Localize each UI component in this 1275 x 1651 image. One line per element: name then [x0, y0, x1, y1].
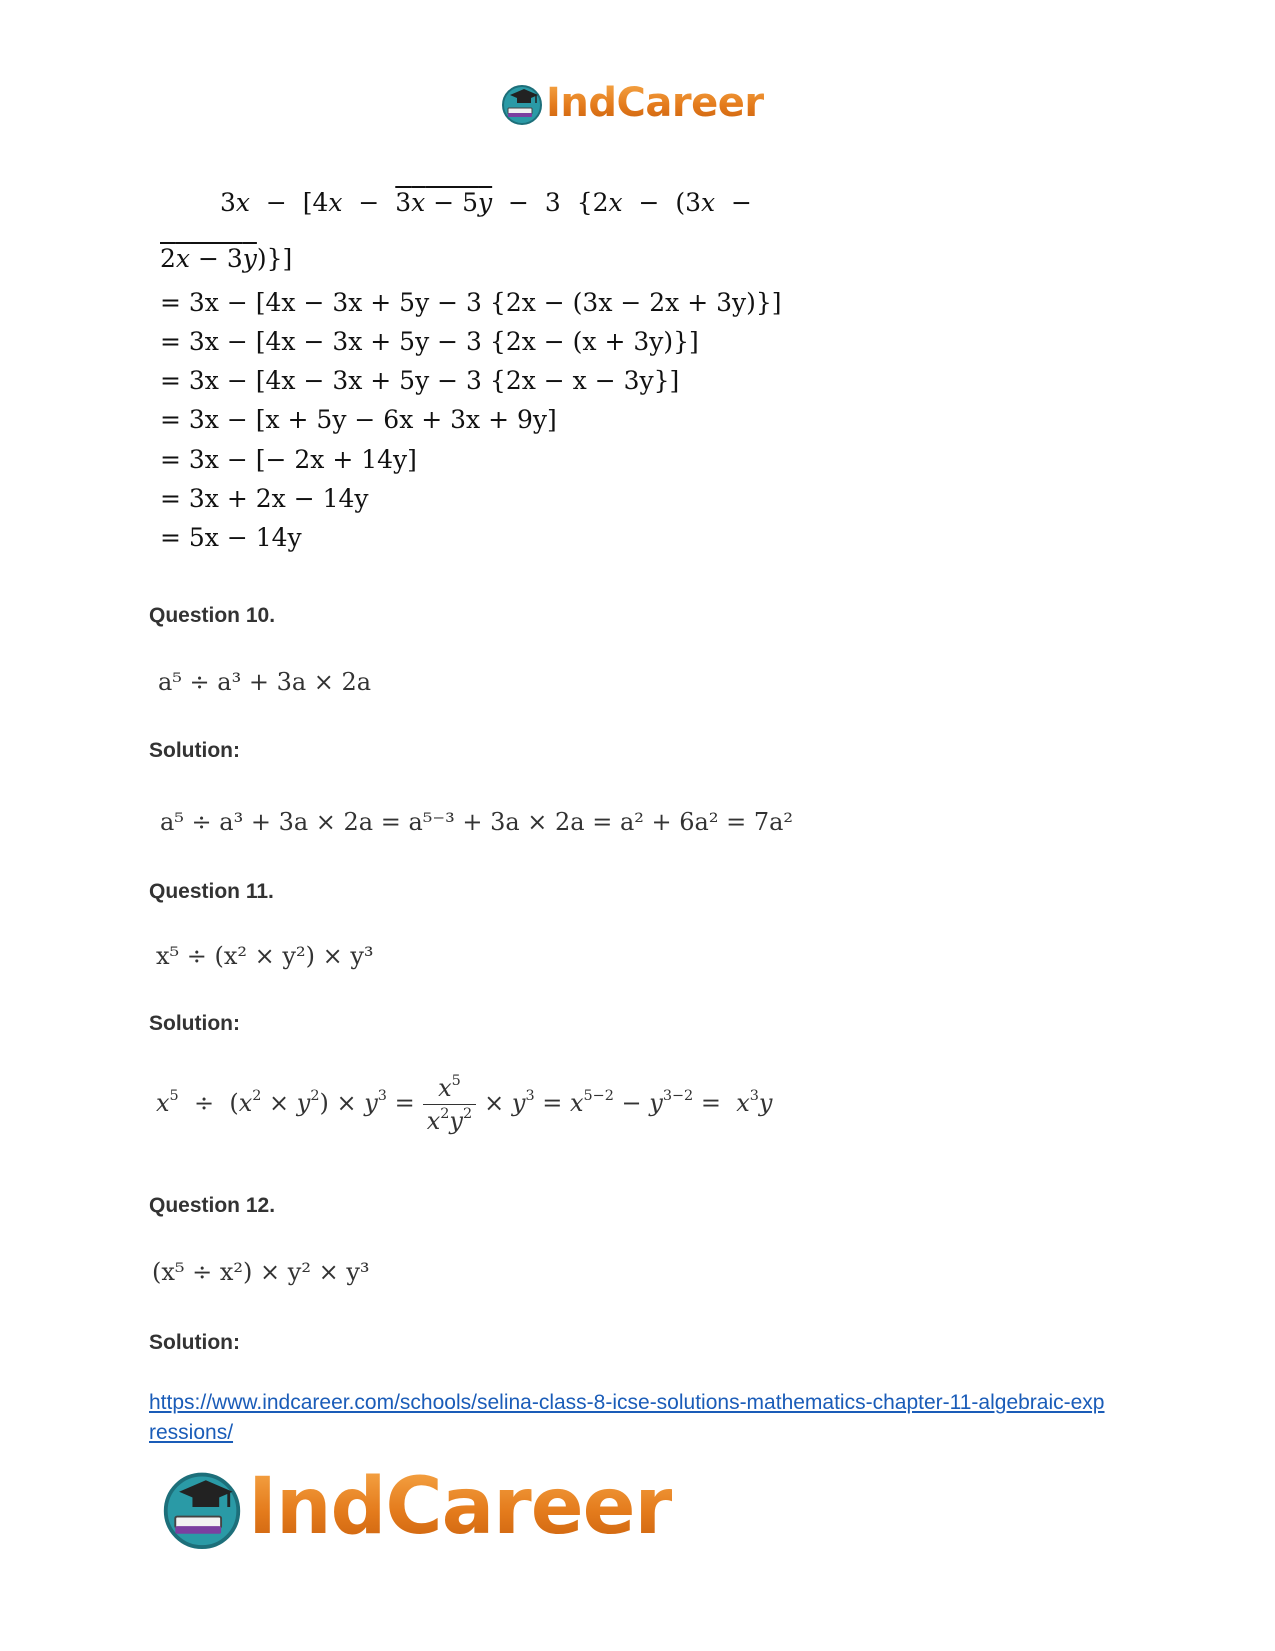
footer-logo	[160, 1462, 672, 1552]
question-expression: a⁵ ÷ a³ + 3a × 2a	[158, 668, 372, 696]
header-logo	[500, 78, 764, 128]
graduation-cap-book-globe-icon	[500, 81, 544, 125]
solutions-link[interactable]: https://www.indcareer.com/schools/selina-class-8-icse-solutions-mathematics-chapter-11-algebraic-expressions/	[149, 1391, 1105, 1444]
logo-wordmark: IndCareer	[248, 1462, 672, 1552]
math-step: = 3x + 2x − 14y	[160, 484, 369, 513]
logo-wordmark: IndCareer	[546, 80, 764, 126]
math-step: = 3x − [x + 5y − 6x + 3x + 9y]	[160, 405, 557, 434]
solution-heading: Solution:	[149, 1012, 240, 1035]
question-heading: Question 11.	[149, 880, 274, 903]
graduation-cap-book-globe-icon	[160, 1465, 244, 1549]
solution-heading: Solution:	[149, 739, 240, 762]
math-step: = 3x − [4x − 3x + 5y − 3 {2x − (x + 3y)}]	[160, 327, 699, 356]
math-step: = 3x − [− 2x + 14y]	[160, 445, 417, 474]
math-expression-line: 2x − 3y)}]	[160, 244, 293, 273]
question-heading: Question 10.	[149, 604, 276, 627]
question-heading: Question 12.	[149, 1194, 276, 1217]
math-expression-line: 3x − [4x − 3x − 5y − 3 {2x − (3x −	[220, 188, 752, 217]
solution-heading: Solution:	[149, 1331, 240, 1354]
solution-expression: a⁵ ÷ a³ + 3a × 2a = a⁵⁻³ + 3a × 2a = a² + 6a² = 7a²	[160, 808, 794, 836]
math-step: = 3x − [4x − 3x + 5y − 3 {2x − (3x − 2x + 3y)}]	[160, 288, 782, 317]
math-step: = 5x − 14y	[160, 523, 302, 552]
question-expression: (x⁵ ÷ x²) × y² × y³	[152, 1258, 370, 1286]
question-expression: x⁵ ÷ (x² × y²) × y³	[156, 942, 374, 970]
math-step: = 3x − [4x − 3x + 5y − 3 {2x − x − 3y}]	[160, 366, 680, 395]
solution-expression: $x^5 \div (x^2 \times y^2) \times y^3$ = $\frac{x^5}{x^2y^2}$ × $y^3 = x^{5-2} - y^{3-2} = x^3y$	[156, 1073, 773, 1135]
